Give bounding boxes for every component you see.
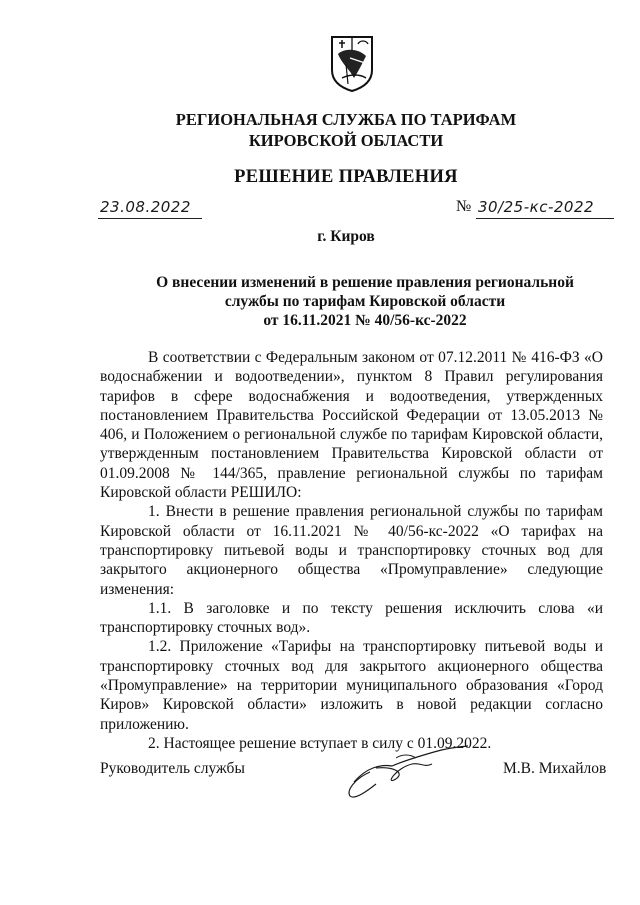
document-body: [100, 348, 603, 753]
preamble-paragraph: В соответствии с Федеральным законом от 07.12.2011 № 416-ФЗ «О водоснабжении и водоотведении», пунктом 8 Правил регулирования тарифов в сфере водоснабжения и водоотведения, утвержденных постановлением Правительства Российской Федерации от 13.05.2013 № 406, и Положением о региональной службе по тарифам Кировской области, утвержденным постановлением Правительства Кировской области от 01.09.2008 № 144/365, правление региональной службы по тарифам Кировской области РЕШИЛО:: [100, 349, 603, 502]
agency-name-line1: РЕГИОНАЛЬНАЯ СЛУЖБА ПО ТАРИФАМ: [175, 110, 517, 129]
signatory-name: М.В. Михайлов: [503, 760, 607, 777]
agency-name-line2: КИРОВСКОЙ ОБЛАСТИ: [248, 131, 444, 150]
subject-line2: службы по тарифам Кировской области: [224, 293, 506, 310]
decision-date: 23.08.2022: [100, 198, 191, 216]
subject-line3: от 16.11.2021 № 40/56-кс-2022: [263, 312, 467, 329]
item-1-paragraph: 1. Внести в решение правления региональной службы по тарифам Кировской области от 16.11.2021 № 40/56-кс-2022 «О тарифах на транспортировку питьевой воды и транспортировку сточных вод для закрытого акционерного общества «Промуправление» следующие изменения:: [100, 503, 603, 598]
number-sign: №: [456, 198, 472, 215]
city: г. Киров: [317, 228, 375, 245]
date-underline: [98, 218, 202, 219]
subject-line1: О внесении изменений в решение правления региональной: [156, 274, 574, 291]
signatory-role: Руководитель службы: [100, 760, 245, 777]
item-2-paragraph: 2. Настоящее решение вступает в силу с 01.09.2022.: [148, 734, 492, 752]
handwritten-signature-icon: [336, 738, 476, 804]
decision-number: 30/25-кс-2022: [478, 198, 595, 216]
item-1-1-paragraph: 1.1. В заголовке и по тексту решения исключить слова «и транспортировку сточных вод».: [100, 599, 603, 637]
decision-number-field: [456, 198, 616, 216]
number-underline: [476, 218, 614, 219]
item-1-2-paragraph: 1.2. Приложение «Тарифы на транспортировку питьевой воды и транспортировку сточных вод для закрытого акционерного общества «Промуправление» на территории муниципального образования «Город Киров» Кировской области» изложить в новой редакции согласно приложению.: [100, 638, 603, 733]
decision-date-field: [98, 198, 206, 216]
kirov-coat-of-arms-icon: [328, 34, 376, 92]
document-type-title: РЕШЕНИЕ ПРАВЛЕНИЯ: [234, 167, 458, 187]
